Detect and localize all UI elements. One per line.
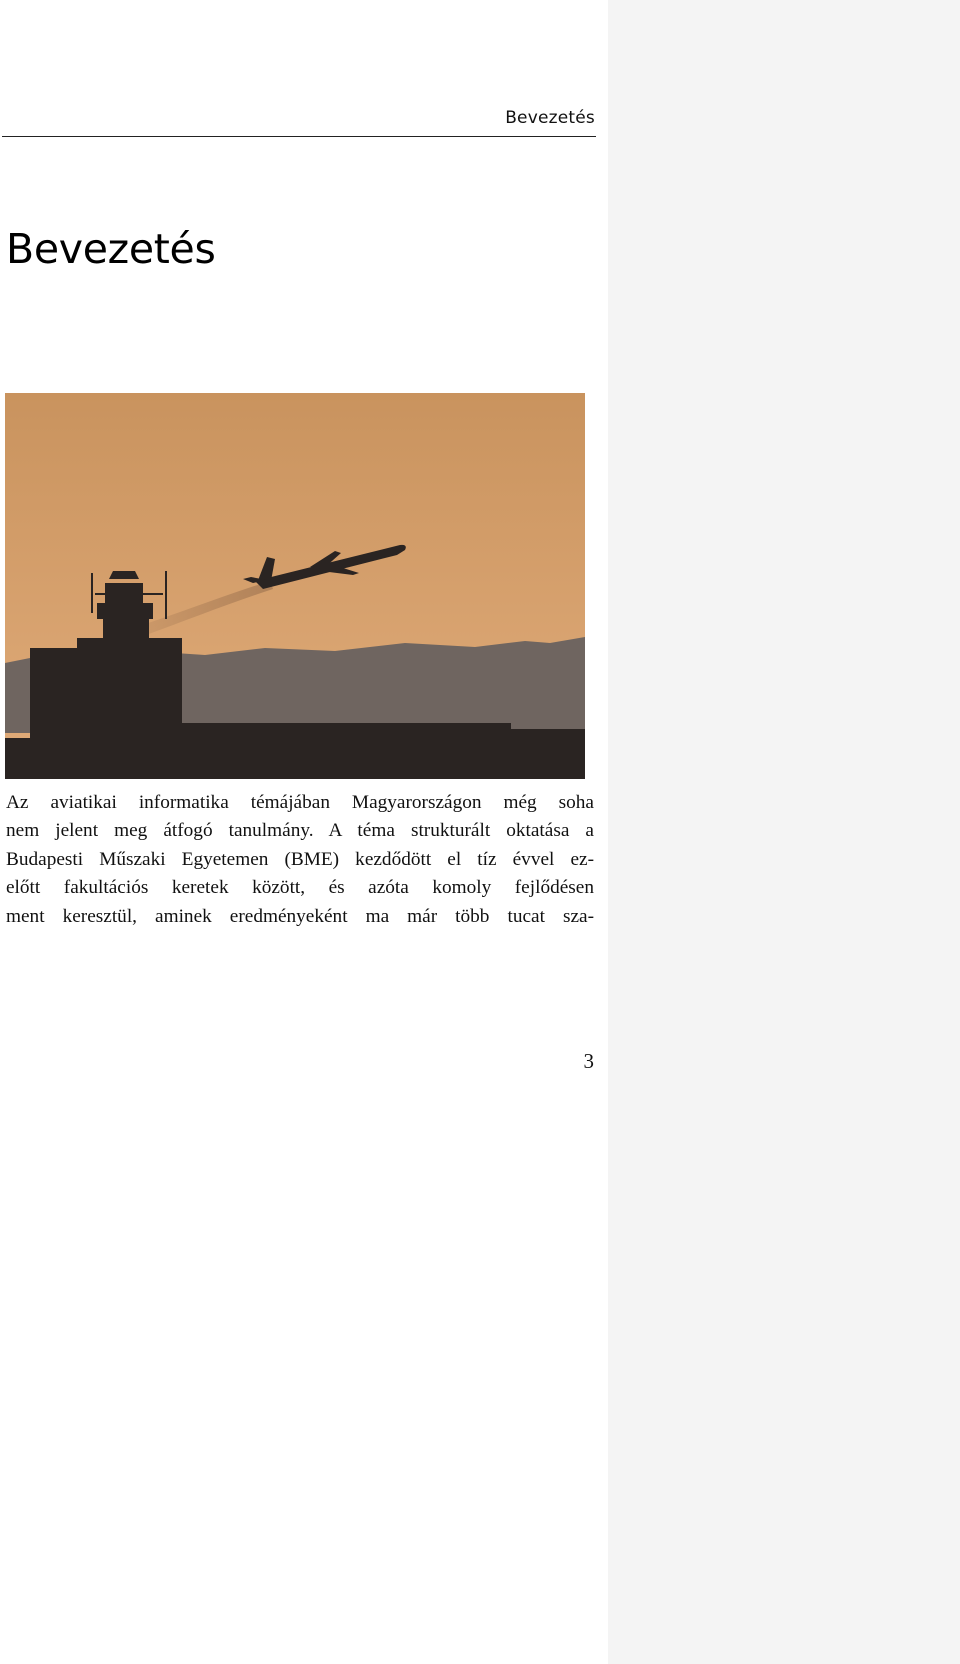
- body-line-5: ment keresztül, aminek eredményeként ma már több tucat sza-: [6, 905, 594, 927]
- side-panel: [608, 0, 960, 1664]
- body-line-1: Az aviatikai informatika témájában Magyarországon még soha: [6, 792, 594, 813]
- body-line-3: Budapesti Műszaki Egyetemen (BME) kezdődött el tíz évvel ez-: [6, 848, 594, 870]
- body-line-4: előtt fakultációs keretek között, és azóta komoly fejlődésen: [6, 877, 594, 899]
- body-line-2: nem jelent meg átfogó tanulmány. A téma strukturált oktatása a: [6, 820, 594, 842]
- page-number: 3: [583, 1049, 594, 1073]
- chapter-title: Bevezetés: [6, 225, 216, 273]
- body-paragraph: [6, 789, 594, 931]
- airplane-takeoff-photo: [5, 393, 585, 779]
- header-rule: [2, 136, 596, 137]
- running-header: Bevezetés: [505, 108, 595, 128]
